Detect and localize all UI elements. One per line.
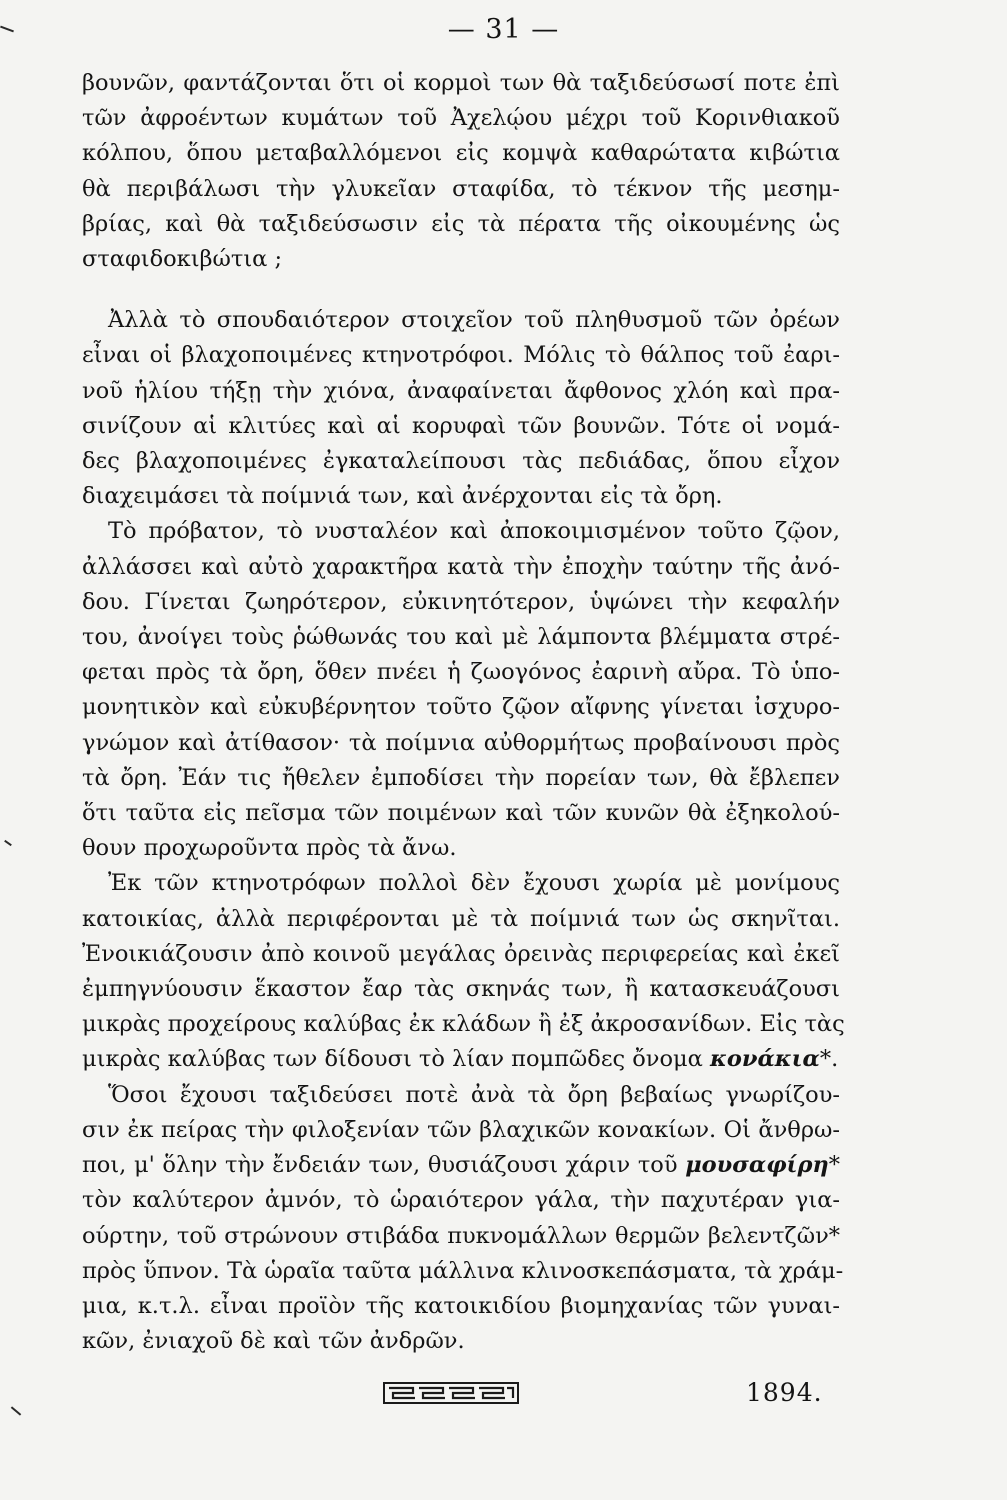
text-line: δες βλαχοποιμένες ἐγκαταλείπουσι τὰς πεδιάδας, ὅπου εἶχον: [82, 448, 840, 475]
page-number: — 31 —: [447, 14, 560, 45]
text-line: ούρτην, τοῦ στρώνουν στιβάδα πυκνομάλλων θερμῶν βελεντζῶν*: [82, 1222, 840, 1249]
paragraph: [82, 514, 840, 866]
text-line: Τὸ πρόβατον, τὸ νυσταλέον καὶ ἀποκοιμισμένον τοῦτο ζῷον,: [108, 518, 840, 545]
text-segment: μικρὰς καλύβας των δίδουσι τὸ λίαν πομπῶδες ὄνομα: [82, 1046, 703, 1073]
text-line: φεται πρὸς τὰ ὄρη, ὅθεν πνέει ἡ ζωογόνος ἐαρινὴ αὔρα. Τὸ ὑπο-: [82, 659, 840, 686]
text-line: [82, 1042, 840, 1077]
text-line: σταφιδοκιβώτια ;: [82, 246, 283, 273]
text-line: του, ἀνοίγει τοὺς ῥώθωνάς του καὶ μὲ λάμποντα βλέμματα στρέ-: [82, 624, 840, 651]
text-line: τὰ ὄρη. Ἐάν τις ἤθελεν ἐμποδίσει τὴν πορείαν των, θὰ ἔβλεπεν: [82, 764, 840, 791]
scan-edge-mark: [4, 840, 12, 846]
text-line: δου. Γίνεται ζωηρότερον, εὐκινητότερον, ὑψώνει τὴν κεφαλήν: [82, 588, 840, 615]
publication-year: 1894.: [746, 1378, 823, 1407]
text-line: τὸν καλύτερον ἀμνόν, τὸ ὡραιότερον γάλα, τὴν παχυτέραν για-: [82, 1187, 840, 1214]
paragraph: [82, 866, 845, 1077]
text-line: Ἐκ τῶν κτηνοτρόφων πολλοὶ δὲν ἔχουσι χωρία μὲ μονίμους: [108, 870, 840, 897]
text-line: διαχειμάσει τὰ ποίμνιά των, καὶ ἀνέρχονται εἰς τὰ ὄρη.: [82, 483, 723, 510]
text-line: Ἐνοικιάζουσιν ἀπὸ κοινοῦ μεγάλας ὀρεινὰς περιφερείας καὶ ἐκεῖ: [82, 940, 840, 967]
text-line: Ὅσοι ἔχουσι ταξιδεύσει ποτὲ ἀνὰ τὰ ὄρη βεβαίως γνωρίζου-: [108, 1081, 840, 1108]
text-line: Ἀλλὰ τὸ σπουδαιότερον στοιχεῖον τοῦ πληθυσμοῦ τῶν ὀρέων: [108, 307, 840, 334]
emphasized-term: κονάκια: [709, 1046, 820, 1073]
text-line: ὅτι ταῦτα εἰς πεῖσμα τῶν ποιμένων καὶ τῶν κυνῶν θὰ ἐξηκολού-: [82, 800, 840, 827]
text-line: εἶναι οἱ βλαχοποιμένες κτηνοτρόφοι. Μόλις τὸ θάλπος τοῦ ἐαρι-: [82, 342, 840, 369]
text-line: κῶν, ἐνιαχοῦ δὲ καὶ τῶν ἀνδρῶν.: [82, 1328, 465, 1355]
text-line: κατοικίας, ἀλλὰ περιφέρονται μὲ τὰ ποίμνιά των ὡς σκηνῖται.: [82, 905, 840, 932]
text-line: σιν ἐκ πείρας τὴν φιλοξενίαν τῶν βλαχικῶν κονακίων. Οἱ ἄνθρω-: [82, 1116, 840, 1143]
text-line: κόλπου, ὅπου μεταβαλλόμενοι εἰς κομψὰ καθαρώτατα κιβώτια: [82, 140, 840, 167]
text-line: [82, 1148, 840, 1183]
ornament-divider: [383, 1380, 519, 1406]
text-line: θουν προχωροῦντα πρὸς τὰ ἄνω.: [82, 835, 457, 862]
paragraph: [82, 1078, 844, 1360]
body-text: [82, 66, 845, 1359]
text-line: γνώμον καὶ ἀτίθασον· τὰ ποίμνια αὐθορμήτως προβαίνουσι πρὸς: [82, 729, 840, 756]
text-line: πρὸς ὕπνον. Τὰ ὡραῖα ταῦτα μάλλινα κλινοσκεπάσματα, τὰ χράμ-: [82, 1257, 844, 1284]
text-line: θὰ περιβάλωσι τὴν γλυκεῖαν σταφίδα, τὸ τέκνον τῆς μεσημ-: [82, 175, 840, 202]
footnote-marker: *.: [819, 1046, 839, 1073]
text-line: νοῦ ἡλίου τήξῃ τὴν χιόνα, ἀναφαίνεται ἄφθονος χλόη καὶ πρα-: [82, 377, 840, 404]
text-line: μια, κ.τ.λ. εἶναι προϊὸν τῆς κατοικιδίου βιομηχανίας τῶν γυναι-: [82, 1292, 840, 1319]
footnote-marker: *: [828, 1152, 841, 1179]
text-segment: ποι, μ' ὅλην τὴν ἔνδειάν των, θυσιάζουσι χάριν τοῦ: [82, 1152, 678, 1179]
text-line: τῶν ἀφροέντων κυμάτων τοῦ Ἀχελῴου μέχρι τοῦ Κορινθιακοῦ: [82, 105, 840, 132]
text-line: βουνῶν, φαντάζονται ὅτι οἱ κορμοὶ των θὰ ταξιδεύσωσί ποτε ἐπὶ: [82, 70, 840, 96]
paragraph: [82, 66, 840, 277]
text-line: βρίας, καὶ θὰ ταξιδεύσωσιν εἰς τὰ πέρατα τῆς οἰκουμένης ὡς: [82, 210, 840, 237]
text-line: σινίζουν αἱ κλιτύες καὶ αἱ κορυφαὶ τῶν βουνῶν. Τότε οἱ νομά-: [82, 412, 840, 439]
text-line: μικρὰς προχείρους καλύβας ἐκ κλάδων ἢ ἐξ ἀκροσανίδων. Εἰς τὰς: [82, 1011, 845, 1038]
text-line: μονητικὸν καὶ εὐκυβέρνητον τοῦτο ζῷον αἴφνης γίνεται ἰσχυρο-: [82, 694, 840, 721]
emphasized-term: μουσαφίρη: [685, 1152, 829, 1179]
text-line: ἐμπηγνύουσιν ἕκαστον ἔαρ τὰς σκηνάς των, ἢ κατασκευάζουσι: [82, 976, 840, 1003]
paragraph: [82, 303, 840, 514]
page-footer: [0, 1378, 1007, 1418]
text-line: ἀλλάσσει καὶ αὐτὸ χαρακτῆρα κατὰ τὴν ἐποχὴν ταύτην τῆς ἀνό-: [82, 553, 840, 580]
